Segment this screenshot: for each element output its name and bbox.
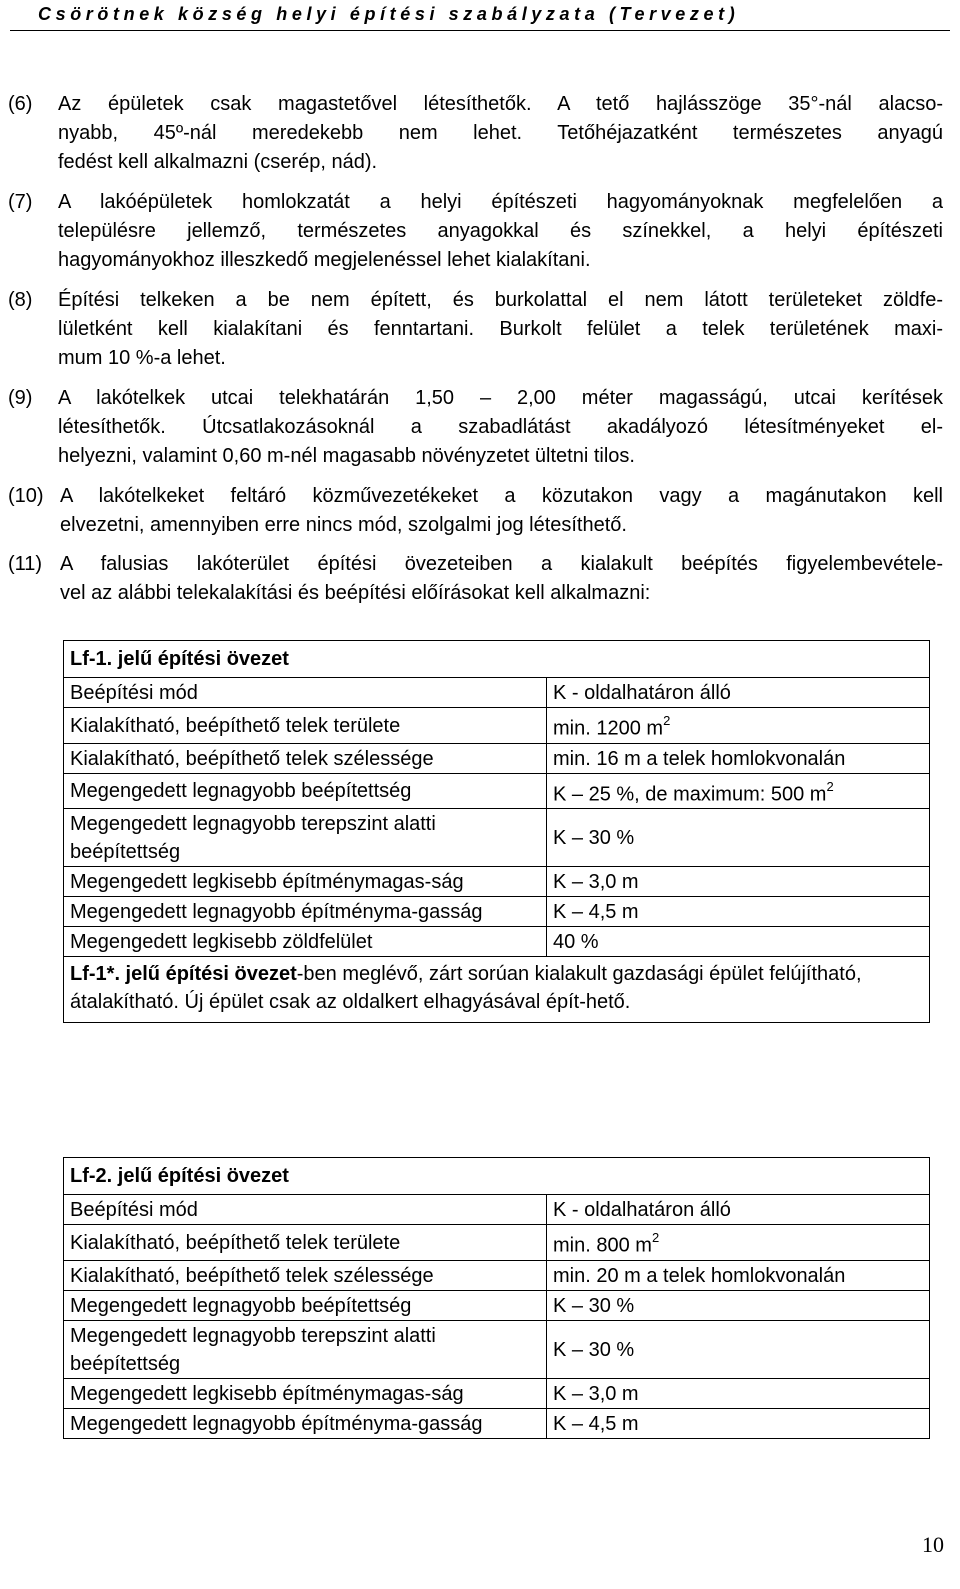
paragraph-line: fedést kell alkalmazni (cserép, nád). bbox=[58, 151, 378, 173]
value-text: K – 25 %, de maximum: 500 m bbox=[553, 783, 827, 806]
table-row bbox=[64, 867, 930, 897]
paragraph-line: településre jellemző, természetes anyagokkal és színekkel, a helyi építészeti bbox=[58, 220, 943, 242]
row-value bbox=[547, 1320, 930, 1378]
value-text: K – 4,5 m bbox=[553, 901, 639, 924]
paragraph-7 bbox=[8, 188, 943, 275]
paragraph-number: (9) bbox=[8, 387, 33, 409]
row-value bbox=[547, 678, 930, 708]
table-row bbox=[64, 1195, 930, 1225]
table-row bbox=[64, 1260, 930, 1290]
row-value bbox=[547, 867, 930, 897]
value-text: K – 3,0 m bbox=[553, 1382, 639, 1405]
row-value bbox=[547, 897, 930, 927]
zone-table-lf2 bbox=[63, 1157, 930, 1439]
table-title bbox=[64, 1158, 930, 1195]
zone-code: Lf-1. bbox=[70, 648, 113, 670]
value-text: min. 16 m a telek homlokvonalán bbox=[553, 747, 846, 770]
row-value bbox=[547, 1225, 930, 1261]
table-title-row bbox=[64, 1158, 930, 1195]
table-row bbox=[64, 773, 930, 809]
value-superscript: 2 bbox=[651, 1230, 660, 1245]
table-note-row bbox=[64, 957, 930, 1023]
paragraph-line: lületként kell kialakítani és fenntartani. Burkolt felület a telek területének maxi- bbox=[58, 318, 943, 340]
paragraph-number: (11) bbox=[8, 553, 43, 575]
value-superscript: 2 bbox=[663, 713, 671, 728]
table-title bbox=[64, 641, 930, 678]
row-label: Kialakítható, beépíthető telek szélessége bbox=[64, 1260, 547, 1290]
row-label: Megengedett legkisebb építménymagas-ság bbox=[64, 1378, 547, 1408]
zone-table-lf1 bbox=[63, 640, 930, 1023]
paragraph-line: elvezetni, amennyiben erre nincs mód, szolgalmi jog létesíthető. bbox=[60, 514, 627, 536]
paragraph-line: nyabb, 45º-nál meredekebb nem lehet. Tetőhéjazatként természetes anyagú bbox=[58, 122, 943, 144]
paragraph-line: létesíthetők. Útcsatlakozásoknál a szabadlátást akadályozó létesítményeket el- bbox=[58, 416, 943, 438]
value-superscript: 2 bbox=[826, 778, 834, 794]
table-row bbox=[64, 1225, 930, 1261]
row-value bbox=[547, 1378, 930, 1408]
paragraph-11 bbox=[8, 550, 943, 608]
page-header bbox=[10, 0, 950, 36]
table-row bbox=[64, 1290, 930, 1320]
zone-title-text: jelű építési övezet bbox=[112, 1165, 289, 1187]
table-note bbox=[64, 957, 930, 1023]
value-text: K – 30 % bbox=[553, 827, 635, 850]
row-value bbox=[547, 1260, 930, 1290]
row-value bbox=[547, 927, 930, 957]
value-text: 40 % bbox=[553, 931, 599, 954]
paragraph-line: Építési telkeken a be nem épített, és burkolattal el nem látott területeket zöldfe- bbox=[58, 289, 943, 311]
row-label: Kialakítható, beépíthető telek területe bbox=[64, 1225, 547, 1261]
row-value bbox=[547, 1195, 930, 1225]
paragraph-8 bbox=[8, 286, 943, 373]
zone-title-text: jelű építési övezet bbox=[112, 648, 289, 670]
row-label: Kialakítható, beépíthető telek területe bbox=[64, 708, 547, 744]
row-label: Megengedett legnagyobb építményma-gasság bbox=[64, 1408, 547, 1438]
value-text: min. 20 m a telek homlokvonalán bbox=[553, 1264, 846, 1287]
row-label: Beépítési mód bbox=[64, 678, 547, 708]
paragraph-line: A falusias lakóterület építési övezeteiben a kialakult beépítés figyelembevétele- bbox=[60, 553, 943, 575]
row-label: Megengedett legnagyobb terepszint alatti beépítettség bbox=[64, 809, 547, 867]
row-label: Megengedett legnagyobb terepszint alatti beépítettség bbox=[64, 1320, 547, 1378]
paragraph-10 bbox=[8, 482, 943, 540]
row-label: Megengedett legkisebb zöldfelület bbox=[64, 927, 547, 957]
table-row bbox=[64, 743, 930, 773]
table-title-row bbox=[64, 641, 930, 678]
row-label: Kialakítható, beépíthető telek szélessége bbox=[64, 743, 547, 773]
paragraph-6 bbox=[8, 90, 943, 177]
paragraph-line: A lakótelkek utcai telekhatárán 1,50 – 2,00 méter magasságú, utcai kerítések bbox=[58, 387, 943, 409]
paragraph-number: (8) bbox=[8, 289, 33, 311]
value-text: K - oldalhatáron álló bbox=[553, 682, 731, 704]
row-value bbox=[547, 1290, 930, 1320]
paragraph-number: (7) bbox=[8, 191, 33, 213]
row-label: Megengedett legnagyobb beépítettség bbox=[64, 773, 547, 809]
table-row bbox=[64, 809, 930, 867]
value-text: K - oldalhatáron álló bbox=[553, 1199, 731, 1221]
table-row bbox=[64, 1378, 930, 1408]
paragraph-line: A lakótelkeket feltáró közművezetékeket a közutakon vagy a magánutakon kell bbox=[60, 485, 943, 507]
header-rule bbox=[10, 30, 950, 31]
row-value bbox=[547, 743, 930, 773]
value-text: K – 30 % bbox=[553, 1294, 635, 1317]
row-label: Beépítési mód bbox=[64, 1195, 547, 1225]
paragraph-line: hagyományokhoz illeszkedő megjelenéssel lehet kialakítani. bbox=[58, 249, 591, 271]
value-text: min. 1200 m bbox=[553, 717, 664, 740]
paragraph-line: helyezni, valamint 0,60 m-nél magasabb növényzetet ültetni tilos. bbox=[58, 445, 635, 467]
row-label: Megengedett legnagyobb építményma-gasság bbox=[64, 897, 547, 927]
value-text: K – 30 % bbox=[553, 1338, 635, 1361]
value-text: K – 4,5 m bbox=[553, 1412, 639, 1435]
page-number: 10 bbox=[922, 1532, 944, 1557]
table-row bbox=[64, 897, 930, 927]
row-value bbox=[547, 773, 930, 809]
paragraph-number: (6) bbox=[8, 93, 33, 115]
row-value bbox=[547, 708, 930, 744]
row-label: Megengedett legkisebb építménymagas-ság bbox=[64, 867, 547, 897]
row-label: Megengedett legnagyobb beépítettség bbox=[64, 1290, 547, 1320]
zone-code: Lf-2. bbox=[70, 1165, 113, 1187]
value-text: K – 3,0 m bbox=[553, 871, 639, 894]
paragraph-line: A lakóépületek homlokzatát a helyi építészeti hagyományoknak megfelelően a bbox=[58, 191, 943, 213]
value-text: min. 800 m bbox=[553, 1234, 652, 1257]
paragraph-line: vel az alábbi telekalakítási és beépítési előírásokat kell alkalmazni: bbox=[60, 582, 651, 604]
table-row bbox=[64, 1320, 930, 1378]
note-zone-code: Lf-1*. jelű építési övezet bbox=[70, 963, 297, 986]
paragraph-number: (10) bbox=[8, 485, 44, 507]
table-row bbox=[64, 1408, 930, 1438]
table-row bbox=[64, 708, 930, 744]
row-value bbox=[547, 1408, 930, 1438]
note-text: -ben meglévő, zárt sorúan kialakult gazdasági épület felújítható, átalakítható. Új épület csak az oldalkert elhagyásával épít-hető. bbox=[70, 963, 862, 1014]
paragraph-line: mum 10 %-a lehet. bbox=[58, 347, 226, 369]
table-row bbox=[64, 927, 930, 957]
paragraph-9 bbox=[8, 384, 943, 471]
row-value bbox=[547, 809, 930, 867]
paragraph-line: Az épületek csak magastetővel létesíthetők. A tető hajlásszöge 35°-nál alacso- bbox=[58, 93, 943, 115]
document-title: Csörötnek község helyi építési szabályzata (Tervezet) bbox=[38, 4, 740, 24]
table-row bbox=[64, 678, 930, 708]
